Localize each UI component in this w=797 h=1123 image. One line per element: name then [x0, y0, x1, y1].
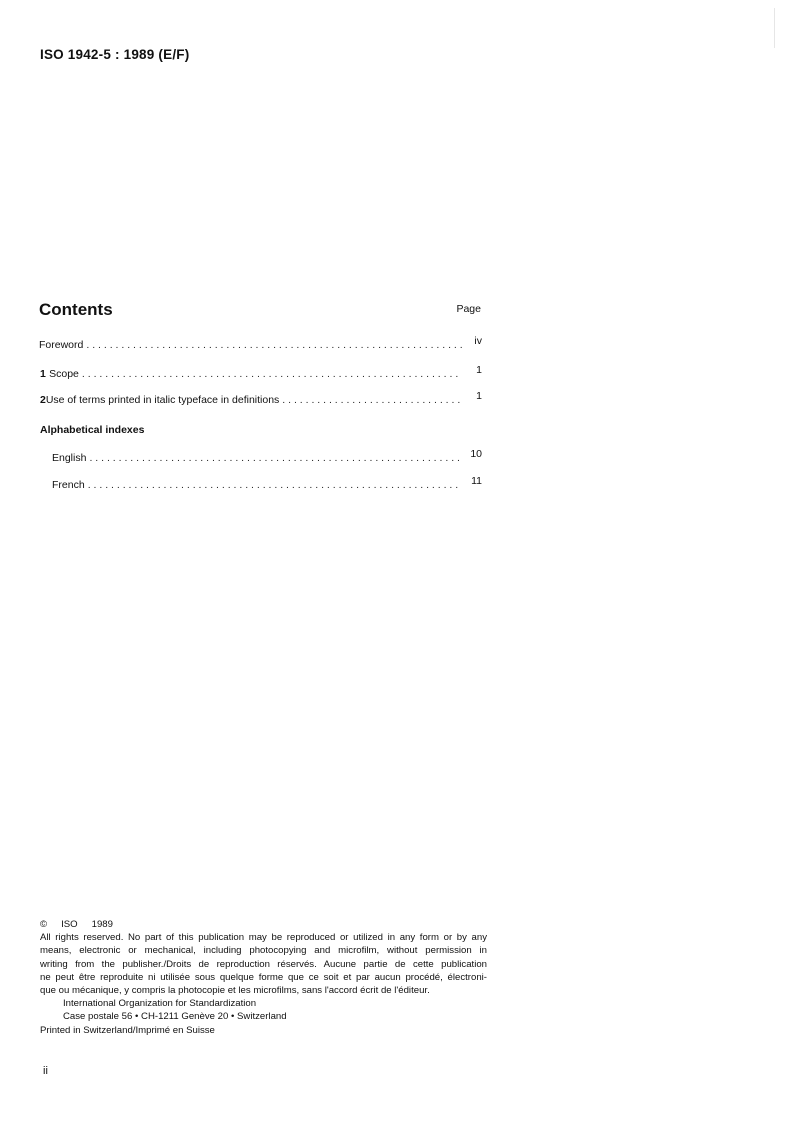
- copyright-year: 1989: [91, 919, 113, 930]
- rights-line: All rights reserved. No part of this publication may be reproduced or utilized in any form or by any: [40, 932, 487, 944]
- page-column-label: Page: [456, 303, 481, 315]
- toc-entry-french-index[interactable]: [52, 475, 482, 492]
- toc-entry-foreword[interactable]: [39, 335, 482, 352]
- page-number: ii: [43, 1065, 48, 1077]
- toc-entry-label: English: [52, 452, 87, 464]
- rights-line: writing from the publisher./Droits de reproduction réservés. Aucune partie de cette publication: [40, 958, 487, 970]
- toc-entry-label: French: [52, 479, 85, 491]
- edge-mark: [774, 8, 775, 48]
- document-header: ISO 1942-5 : 1989 (E/F): [40, 47, 190, 62]
- rights-line: que ou mécanique, y compris la photocopie et les microfilms, sans l'accord écrit de l'éditeur.: [40, 985, 430, 997]
- toc-entry-number: 1: [40, 368, 46, 380]
- toc-entry-label: Use of terms printed in italic typeface in definitions: [45, 394, 280, 406]
- toc-entry-english-index[interactable]: [52, 448, 482, 465]
- toc-entry-italic-terms[interactable]: [40, 390, 482, 407]
- contents-title: Contents: [39, 300, 113, 319]
- toc-entry-page: 1: [476, 390, 482, 402]
- toc-leader-dots: [82, 368, 462, 381]
- copyright-block: [40, 918, 487, 1037]
- toc-leader-dots: [88, 479, 462, 492]
- toc-leader-dots: [89, 452, 462, 465]
- toc-entry-label: Foreword: [39, 339, 84, 351]
- toc-entry-number: 2: [40, 394, 46, 406]
- rights-line: ne peut être reproduite ni utilisée sous quelque forme que ce soit et par aucun procédé, électroni-: [40, 971, 487, 983]
- rights-line: means, electronic or mechanical, including photocopying and microfilm, without permission in: [40, 945, 487, 957]
- toc-entry-scope[interactable]: [40, 364, 482, 381]
- toc-entry-page: iv: [474, 335, 482, 347]
- toc-entry-page: 1: [476, 364, 482, 376]
- toc-leader-dots: [86, 339, 462, 352]
- alphabetical-indexes-heading: Alphabetical indexes: [40, 424, 145, 436]
- copyright-org: ISO: [61, 919, 78, 930]
- toc-entry-page: 11: [471, 475, 482, 487]
- toc-leader-dots: [282, 394, 462, 407]
- toc-entry-label: Scope: [49, 368, 79, 380]
- printed-in: Printed in Switzerland/Imprimé en Suisse: [40, 1024, 215, 1036]
- organization-address: Case postale 56 • CH-1211 Genève 20 • Switzerland: [63, 1011, 287, 1023]
- toc-entry-page: 10: [470, 448, 482, 460]
- copyright-symbol: ©: [40, 919, 48, 930]
- copyright-line: [40, 918, 487, 931]
- organization-name: International Organization for Standardization: [63, 998, 257, 1010]
